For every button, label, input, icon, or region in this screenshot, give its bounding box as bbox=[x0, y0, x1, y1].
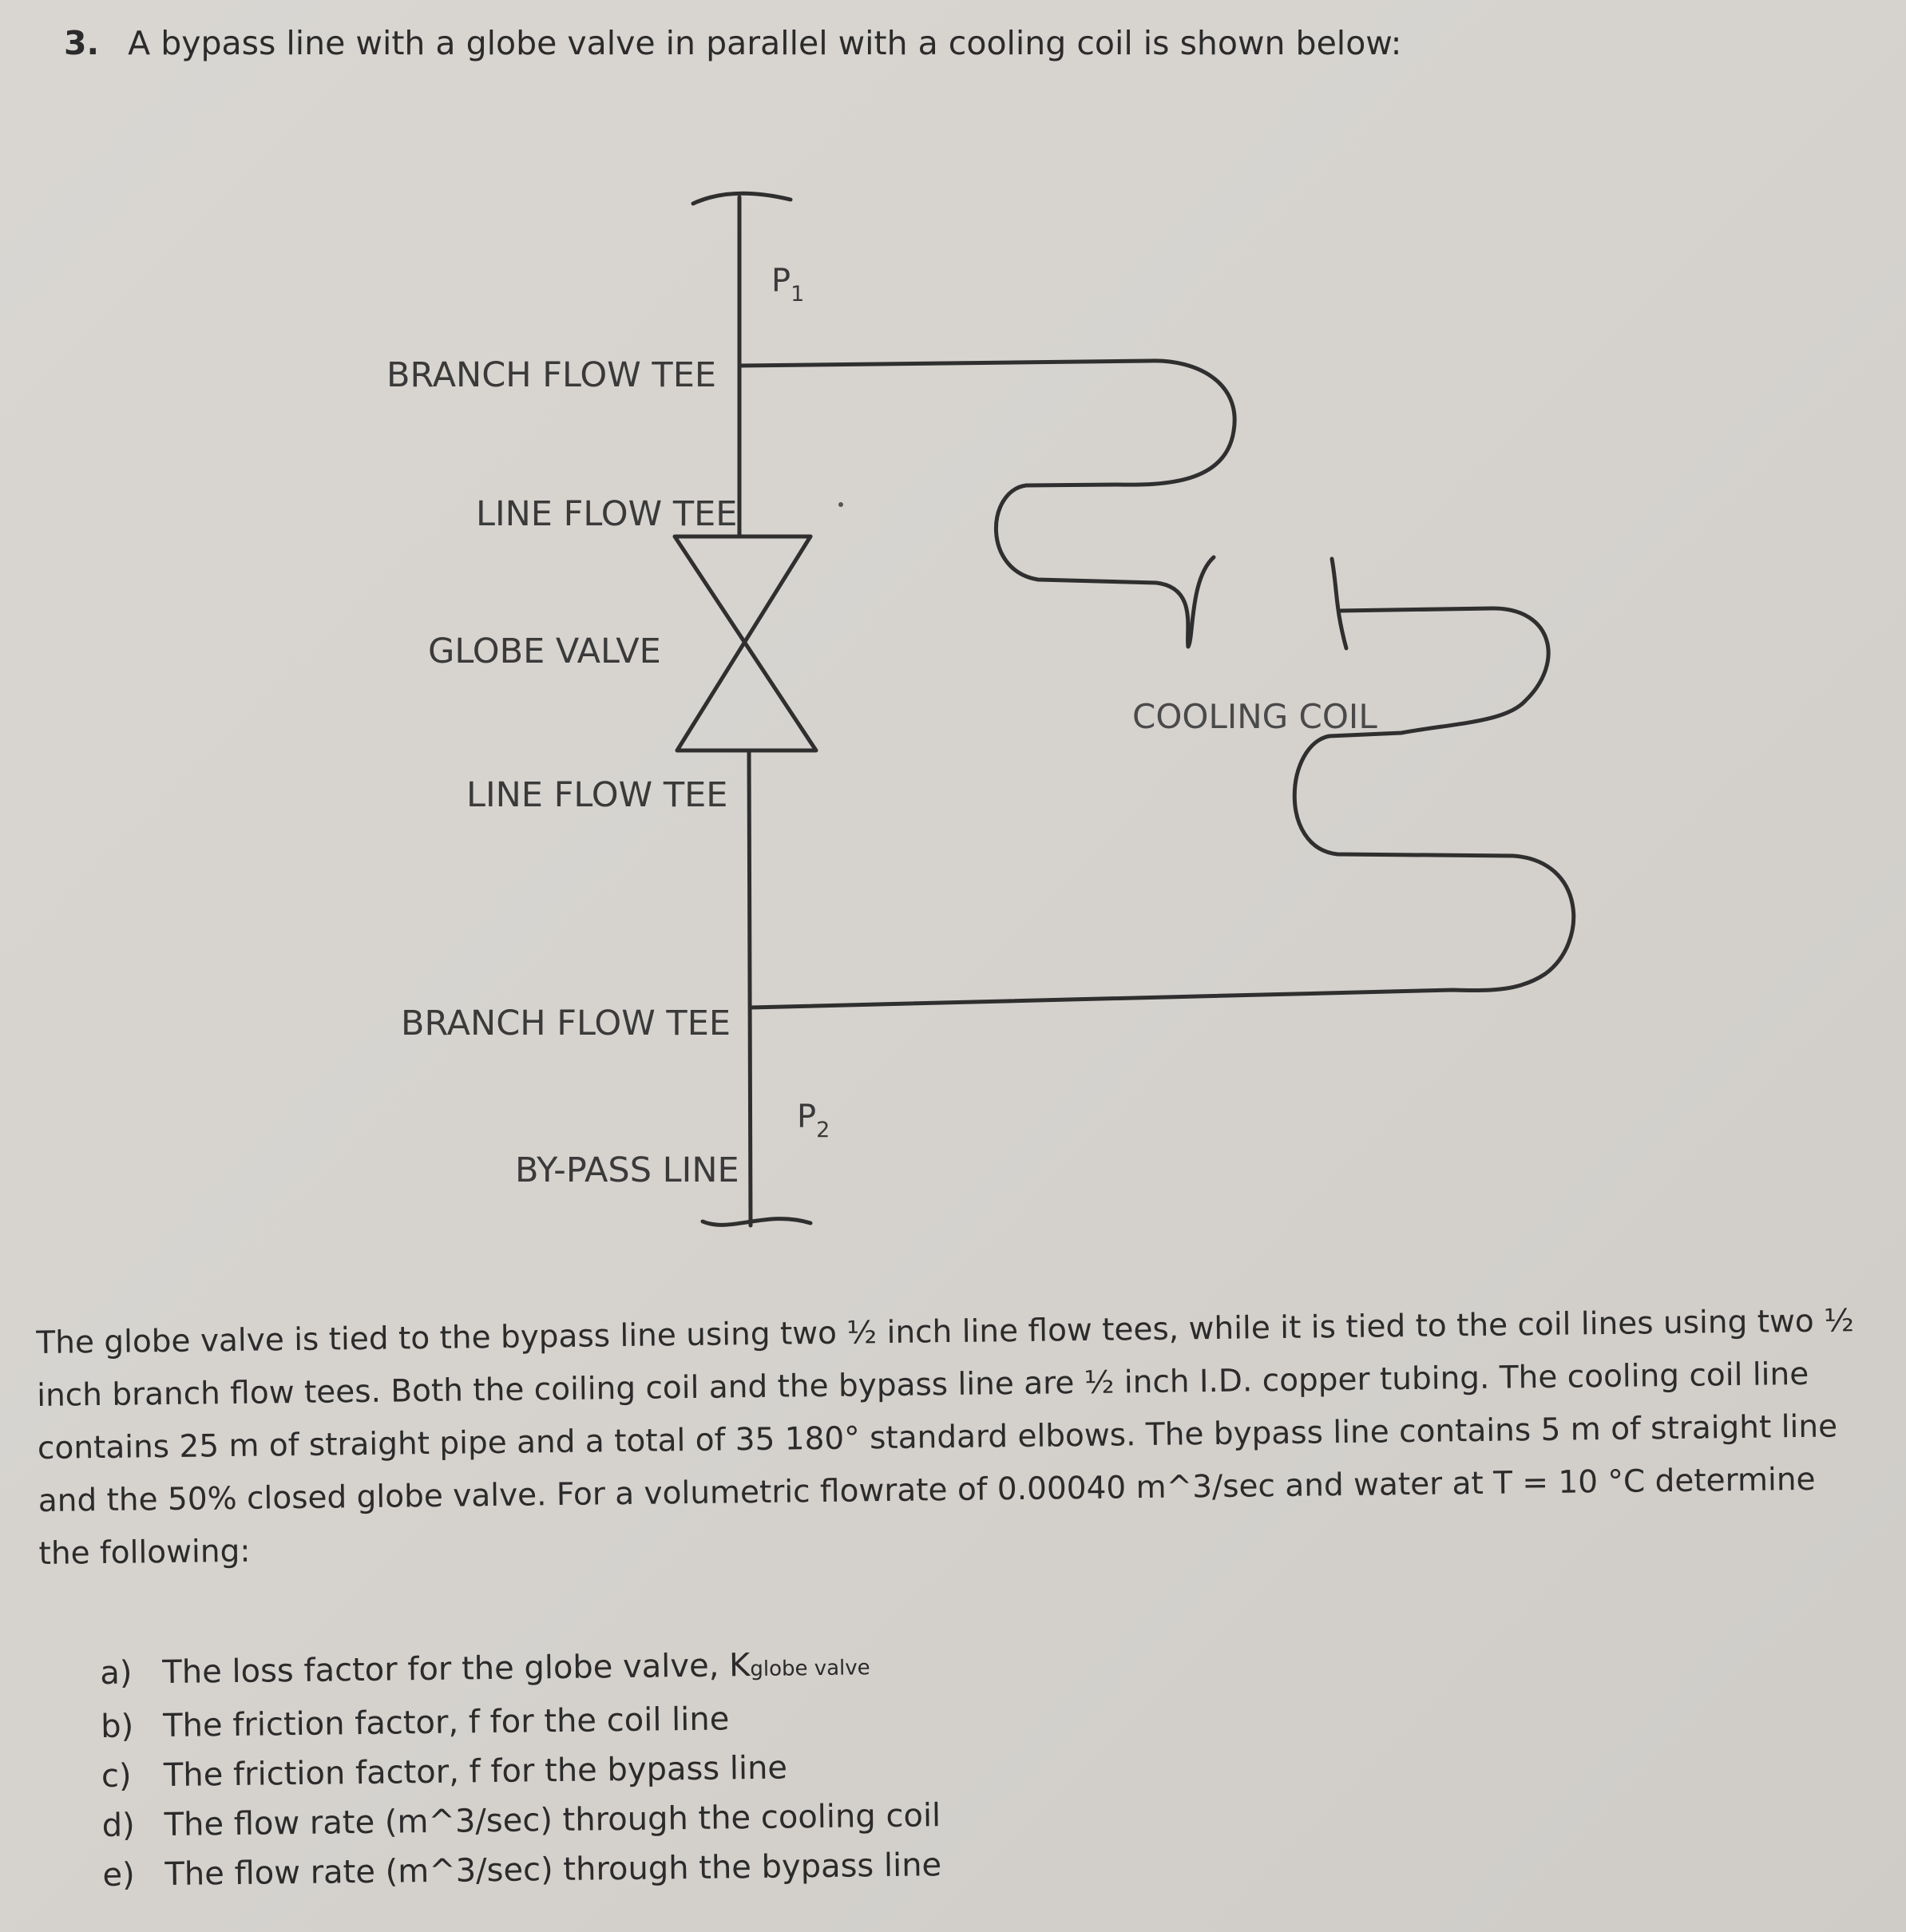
p2-label: $P_2$ bbox=[797, 1099, 830, 1142]
pencil-dot bbox=[838, 502, 843, 507]
bypass-pipe-lower bbox=[749, 750, 751, 1225]
question-part-d: d) The flow rate (m^3/sec) through the cooling coil bbox=[101, 1797, 941, 1844]
question-prompt: A bypass line with a globe valve in parallel with a cooling coil is shown below: bbox=[128, 24, 1402, 62]
coil-break-right bbox=[1332, 559, 1346, 648]
pipe-break-top bbox=[693, 193, 791, 204]
line-flow-tee-top-label: LINE FLOW TEE bbox=[476, 494, 738, 534]
branch-flow-tee-bottom-label: BRANCH FLOW TEE bbox=[401, 1004, 731, 1043]
branch-flow-tee-top-label: BRANCH FLOW TEE bbox=[386, 355, 717, 395]
question-part-a: a) The loss factor for the globe valve, Kglobe valve bbox=[100, 1647, 870, 1692]
question-part-b: b) The friction factor, f for the coil line bbox=[100, 1700, 730, 1745]
question-number: 3. bbox=[64, 24, 100, 62]
question-part-e: e) The flow rate (m^3/sec) through the bypass line bbox=[102, 1847, 942, 1894]
question-parts bbox=[100, 1638, 942, 1900]
coil-line-lower bbox=[751, 608, 1574, 1008]
coil-line-upper bbox=[741, 361, 1234, 647]
globe-valve-symbol bbox=[675, 536, 816, 750]
line-flow-tee-bottom-label: LINE FLOW TEE bbox=[466, 775, 728, 815]
p1-label: $P_1$ bbox=[771, 263, 805, 307]
question-part-c: c) The friction factor, f for the bypass line bbox=[101, 1749, 788, 1795]
problem-description: The globe valve is tied to the bypass line using two ½ inch line flow tees, while it is tied to the coil lines using two ½ inch branch flow tees. Both the coiling coil and the bypass line are ½ inch I.D. copper tubing. The cooling coil line contains 25 m of straight pipe and a total of 35 180° standard elbows. The bypass line contains 5 m of straight line and the 50% closed globe valve. For a volumetric flowrate of 0.00040 m^3/sec and water at T = 10 °C determine the following: bbox=[36, 1303, 1855, 1572]
coil-break-left bbox=[1188, 557, 1214, 647]
pipe-break-bottom bbox=[703, 1219, 810, 1225]
bypass-line-label: BY-PASS LINE bbox=[515, 1150, 739, 1190]
cooling-coil-label: COOLING COIL bbox=[1132, 697, 1377, 736]
k-subscript: globe valve bbox=[750, 1656, 870, 1682]
globe-valve-label: GLOBE VALVE bbox=[428, 631, 661, 671]
